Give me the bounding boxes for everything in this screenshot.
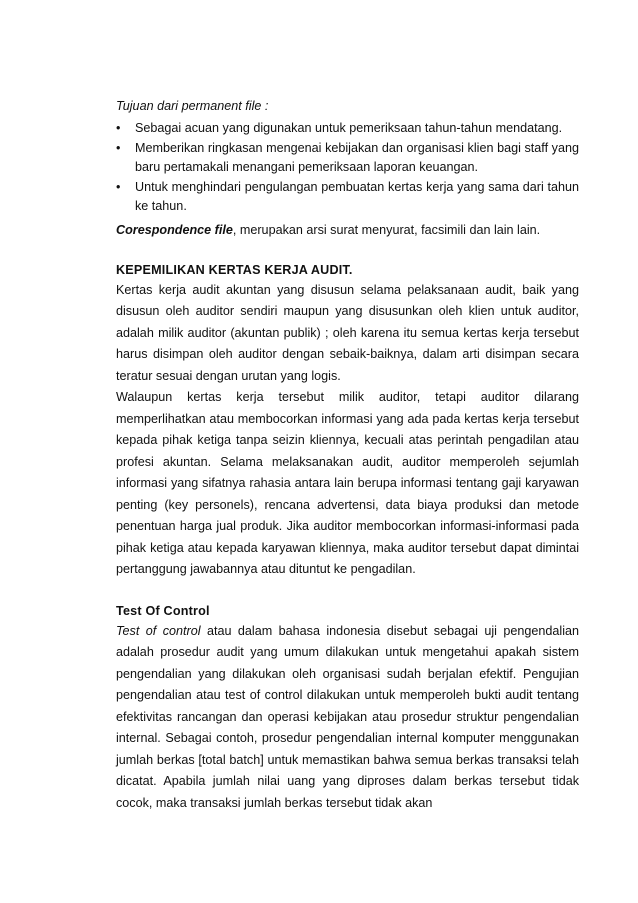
ownership-section bbox=[116, 280, 579, 581]
spacer bbox=[116, 240, 579, 260]
spacer bbox=[116, 581, 579, 601]
page-content bbox=[116, 96, 579, 814]
ownership-heading: KEPEMILIKAN KERTAS KERJA AUDIT. bbox=[116, 262, 353, 277]
ownership-paragraph-1: Kertas kerja audit akuntan yang disusun selama pelaksanaan audit, baik yang disusun oleh auditor sendiri maupun yang disusunkan oleh klien untuk auditor, adalah milik auditor (akuntan publik) ; oleh karena itu semua kertas kerja tersebut harus disimpan oleh auditor dengan sebaik-baiknya, dalam arti disimpan secara teratur sesuai dengan urutan yang logis. bbox=[116, 282, 579, 383]
list-item: • Untuk menghindari pengulangan pembuatan kertas kerja yang sama dari tahun ke tahun. bbox=[116, 178, 579, 217]
correspondence-file-text: , merupakan arsi surat menyurat, facsimili dan lain lain. bbox=[232, 222, 541, 237]
test-of-control-section bbox=[116, 621, 579, 815]
list-item: • Memberikan ringkasan mengenai kebijakan dan organisasi klien bagi staff yang baru pertamakali menangani pemeriksaan laporan keuangan. bbox=[116, 139, 579, 178]
correspondence-file-term: Corespondence file bbox=[116, 222, 233, 237]
test-of-control-text: atau dalam bahasa indonesia disebut sebagai uji pengendalian adalah prosedur audit yang umum dilakukan untuk mengetahui apakah sistem pengendalian yang dilakukan oleh organisasi sudah berjalan efektif. Pengujian pengendalian atau test of control dilakukan untuk memperoleh bukti audit tentang efektivitas rancangan dan operasi kebijakan atau prosedur struktur pengendalian internal. Sebagai contoh, prosedur pengendalian internal komputer menggunakan jumlah berkas [total batch] untuk memastikan bahwa semua berkas transaksi telah dicatat. Apabila jumlah nilai uang yang diproses dalam berkas tersebut tidak cocok, maka transaksi jumlah berkas tersebut tidak akan bbox=[116, 623, 580, 810]
ownership-paragraph-2: Walaupun kertas kerja tersebut milik auditor, tetapi auditor dilarang memperlihatkan atau membocorkan informasi yang ada pada kertas kerja tersebut kepada pihak ketiga tanpa seizin kliennya, kecuali atas perintah pengadilan atau profesi akuntan. Selama melaksanakan audit, auditor memperoleh sejumlah informasi yang sifatnya rahasia antara lain berupa informasi tentang gaji karyawan penting (key personels), rencana advertensi, data biaya produksi dan metode penentuan harga jual produk. Jika auditor membocorkan informasi-informasi pada pihak ketiga atau kepada karyawan kliennya, maka auditor tersebut dapat dimintai pertanggung jawabannya atau dituntut ke pengadilan. bbox=[116, 390, 579, 576]
test-of-control-term: Test of control bbox=[116, 623, 201, 638]
test-of-control-heading: Test Of Control bbox=[116, 603, 210, 618]
test-of-control-paragraph bbox=[116, 621, 579, 815]
permanent-file-intro: Tujuan dari permanent file : bbox=[116, 99, 269, 113]
correspondence-file-paragraph bbox=[116, 220, 579, 240]
list-item: • Sebagai acuan yang digunakan untuk pemeriksaan tahun-tahun mendatang. bbox=[116, 119, 579, 139]
permanent-file-purpose-list bbox=[116, 119, 579, 217]
